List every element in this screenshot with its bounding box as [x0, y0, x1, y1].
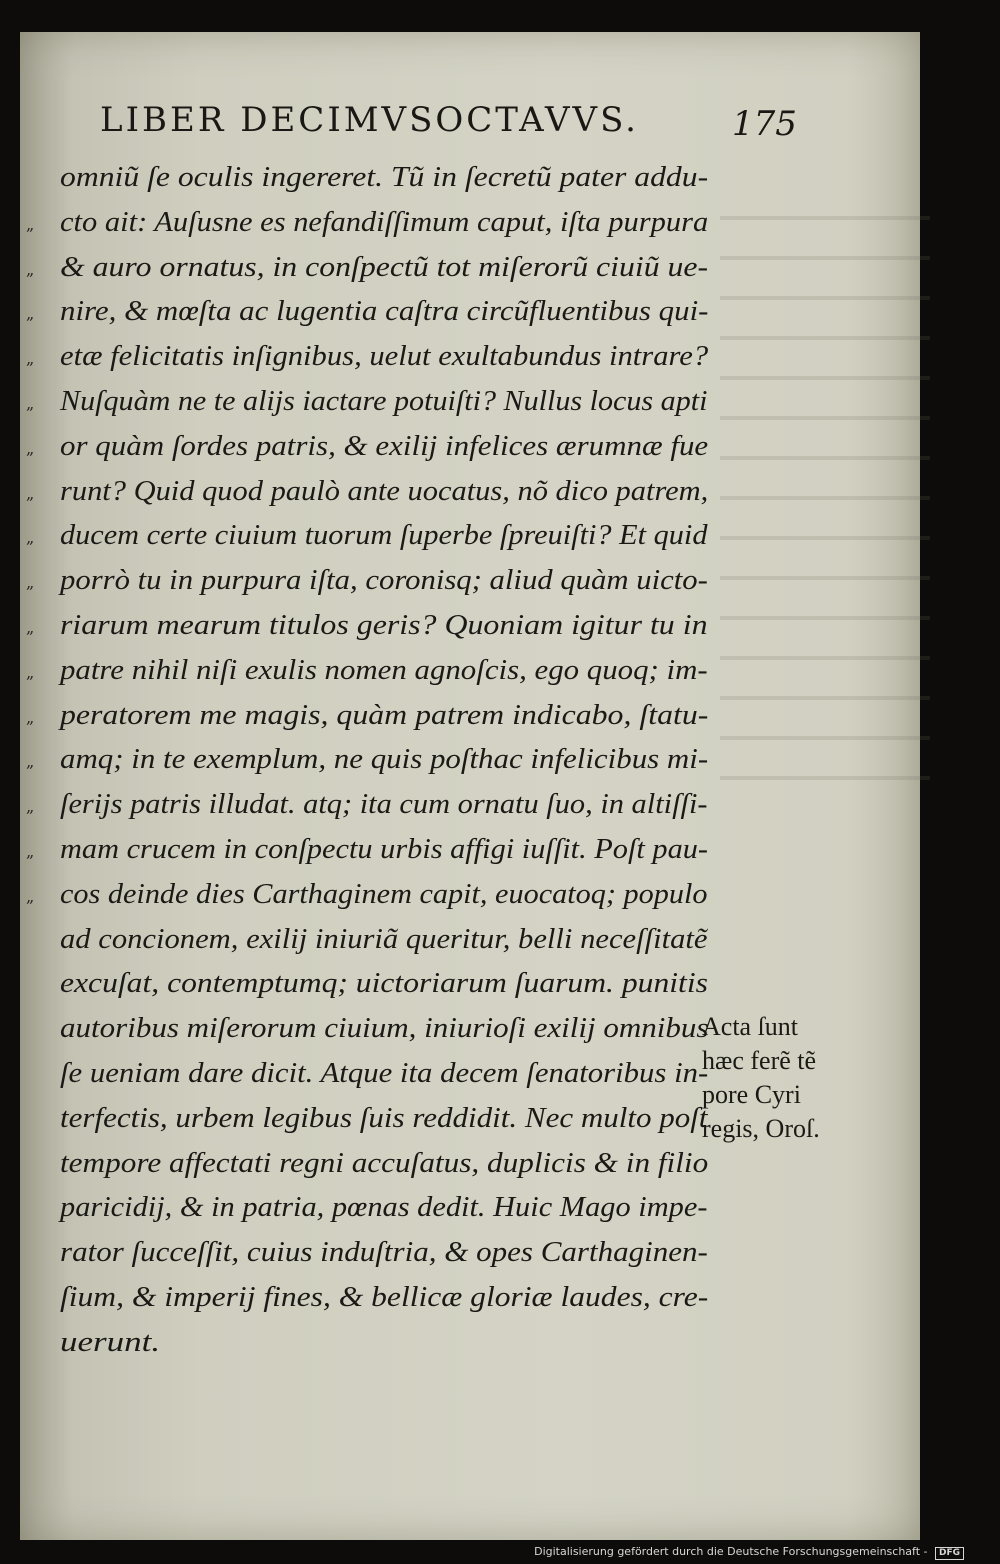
line-text: peratorem me magis, quàm patrem indicabo, ſtatu- — [60, 699, 709, 731]
digitization-credit — [534, 1545, 964, 1560]
line-text: uerunt. — [60, 1326, 161, 1358]
quotation-mark: „ — [26, 662, 35, 682]
line-text: rator ſucceſſit, cuius induſtria, & opes Carthaginen- — [60, 1237, 708, 1269]
text-line — [60, 962, 720, 1007]
line-text: omniũ ſe oculis ingereret. Tũ in ſecretũ pater addu- — [60, 162, 709, 193]
line-text: or quàm ſordes patris, & exilij infelices ærumnæ fue — [60, 430, 709, 462]
line-text: autoribus miſerorum ciuium, iniurioſi exilij omnibus — [60, 1013, 709, 1045]
line-text: excuſat, contemptumq; uictoriarum ſuarum. punitis — [60, 968, 708, 1000]
line-text: ducem certe ciuium tuorum ſuperbe ſpreuiſti? Et quid — [60, 520, 708, 552]
line-text: riarum mearum titulos geris? Quoniam igitur tu in — [60, 609, 708, 641]
quotation-mark: „ — [26, 752, 35, 772]
dfg-logo: DFG — [935, 1547, 964, 1560]
marginal-note-line: Acta ſunt — [702, 1012, 799, 1041]
marginal-note-line: pore Cyri — [702, 1080, 801, 1109]
text-line — [60, 918, 720, 963]
line-text: mam crucem in conſpectu urbis affigi iuſſit. Poſt pau- — [60, 833, 709, 865]
text-line — [26, 246, 720, 291]
credit-text: Digitalisierung gefördert durch die Deutsche Forschungsgemeinschaft - — [534, 1545, 928, 1558]
text-line — [60, 1276, 720, 1321]
text-line — [26, 559, 720, 604]
text-line — [60, 1321, 720, 1366]
text-line — [26, 201, 720, 246]
line-text: cos deinde dies Carthaginem capit, euocatoq; populo — [60, 878, 708, 910]
text-line — [26, 335, 720, 380]
quotation-mark: „ — [26, 438, 35, 458]
quotation-mark: „ — [26, 304, 35, 324]
line-text: tempore affectati regni accuſatus, duplicis & in filio — [60, 1147, 709, 1179]
text-line — [60, 1186, 720, 1231]
quotation-mark: „ — [26, 259, 35, 279]
quotation-mark: „ — [26, 483, 35, 503]
text-line — [26, 470, 720, 515]
line-text: nire, & mœſta ac lugentia caſtra circũfluentibus qui- — [60, 296, 709, 328]
quotation-mark: „ — [26, 886, 35, 906]
line-text: patre nihil niſi exulis nomen agnoſcis, ego quoq; im- — [60, 654, 708, 686]
quotation-mark: „ — [26, 528, 35, 548]
line-text: ſium, & imperij fines, & bellicæ gloriæ laudes, cre- — [60, 1281, 709, 1313]
line-text: cto ait: Auſusne es nefandiſſimum caput, iſta purpura — [60, 206, 709, 238]
line-text: etæ felicitatis inſignibus, uelut exultabundus intrare? — [60, 341, 709, 373]
text-line — [26, 514, 720, 559]
line-text: & auro ornatus, in conſpectũ tot miſerorũ ciuiũ ue- — [60, 251, 709, 283]
line-text: ſerijs patris illudat. atq; ita cum ornatu ſuo, in altiſſi- — [60, 789, 708, 821]
marginal-note-line: hæc ferẽ tẽ — [702, 1046, 817, 1075]
line-text: paricidij, & in patria, pœnas dedit. Huic Mago impe- — [60, 1192, 708, 1224]
text-line — [26, 649, 720, 694]
text-line — [60, 1142, 720, 1187]
line-text: ad concionem, exilij iniuriã queritur, belli neceſſitatẽ — [60, 923, 708, 955]
quotation-mark: „ — [26, 393, 35, 413]
text-line — [26, 828, 720, 873]
show-through-text — [720, 182, 930, 802]
text-line — [26, 873, 720, 918]
line-text: ſe ueniam dare dicit. Atque ita decem ſenatoribus in- — [60, 1057, 709, 1089]
text-line — [26, 290, 720, 335]
text-line — [60, 1052, 720, 1097]
running-head — [100, 100, 800, 150]
text-line — [26, 783, 720, 828]
text-line — [60, 1231, 720, 1276]
quotation-mark: „ — [26, 349, 35, 369]
text-line — [26, 380, 720, 425]
line-text: runt? Quid quod paulò ante uocatus, nõ dico patrem, — [60, 475, 709, 507]
quotation-mark: „ — [26, 707, 35, 727]
line-text: terfectis, urbem legibus ſuis reddidit. Nec multo poſt — [60, 1102, 708, 1134]
line-text: amq; in te exemplum, ne quis poſthac infelicibus mi- — [60, 744, 709, 776]
folio-number: 175 — [732, 104, 797, 144]
text-line — [60, 1097, 720, 1142]
text-line — [60, 156, 720, 201]
body-text — [26, 156, 720, 1366]
text-line — [26, 738, 720, 783]
marginal-note — [702, 1010, 852, 1146]
quotation-mark: „ — [26, 617, 35, 637]
text-line — [26, 604, 720, 649]
quotation-mark: „ — [26, 214, 35, 234]
marginal-note-line: regis, Oroſ. — [702, 1114, 820, 1143]
line-text: porrò tu in purpura iſta, coronisq; aliud quàm uicto- — [60, 565, 708, 597]
text-line — [60, 1007, 720, 1052]
quotation-mark: „ — [26, 797, 35, 817]
text-line — [26, 694, 720, 739]
quotation-mark: „ — [26, 841, 35, 861]
line-text: Nuſquàm ne te alijs iactare potuiſti? Nullus locus apti — [60, 385, 708, 417]
quotation-mark: „ — [26, 573, 35, 593]
text-line — [26, 425, 720, 470]
running-title: LIBER DECIMVSOCTAVVS. — [100, 100, 639, 140]
